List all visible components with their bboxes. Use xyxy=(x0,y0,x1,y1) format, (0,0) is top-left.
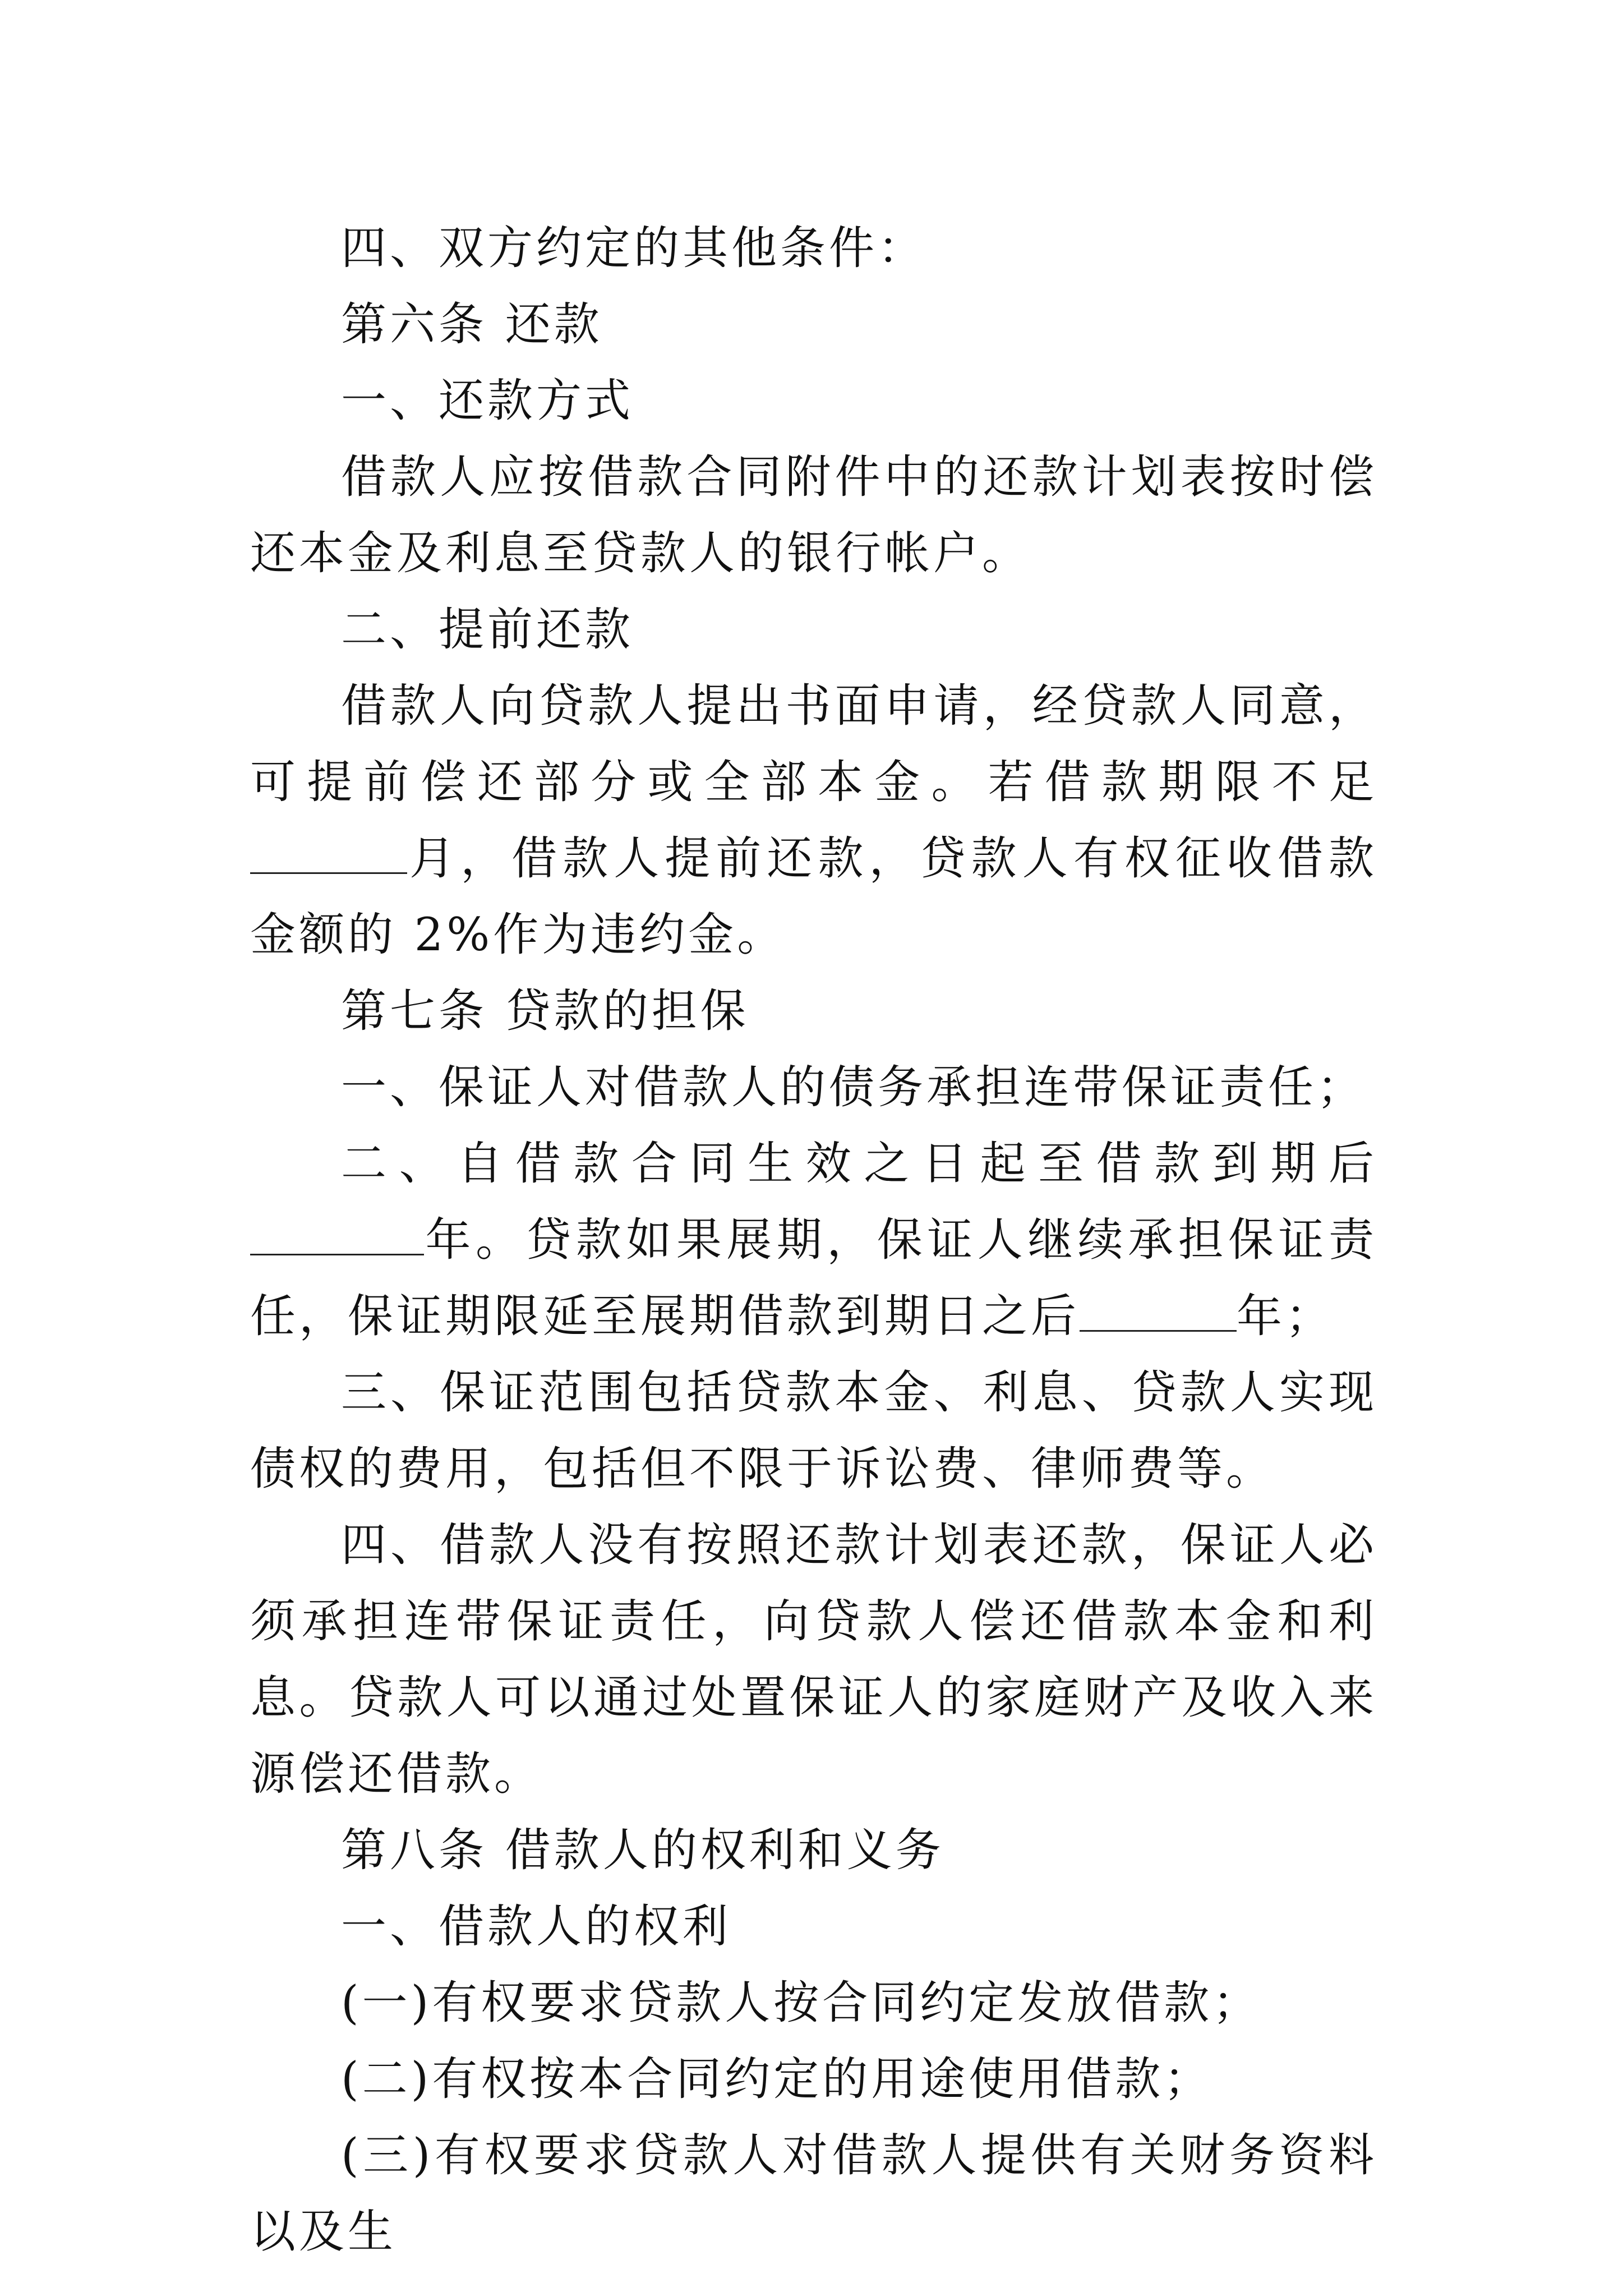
paragraph-text: (一)有权要求贷款人按合同约定发放借款； xyxy=(341,1977,1262,2030)
paragraph-guarantee-period xyxy=(250,1126,1377,1355)
paragraph-text: 第六条 还款 xyxy=(341,298,603,351)
paragraph-text: 借款人应按借款合同附件中的还款计划表按时偿还本金及利息至贷款人的银行帐户。 xyxy=(250,451,1377,580)
list-item-right-2 xyxy=(250,2041,1377,2118)
paragraph-text: 三、保证范围包括贷款本金、利息、贷款人实现债权的费用，包括但不限于诉讼费、律师费等。 xyxy=(250,1366,1377,1496)
article-heading-7 xyxy=(250,973,1377,1050)
fill-in-blank-months[interactable] xyxy=(250,833,407,874)
paragraph-text: 一、还款方式 xyxy=(341,375,634,427)
paragraph-early-repayment xyxy=(250,668,1377,973)
paragraph-text: 借款人向贷款人提出书面申请，经贷款人同意，可提前偿还部分或全部本金。若借款期限不足 xyxy=(250,680,1377,809)
paragraph-text: 一、保证人对借款人的债务承担连带保证责任； xyxy=(341,1061,1366,1114)
paragraph-text: 二、提前还款 xyxy=(341,604,634,656)
paragraph-guarantee-liability xyxy=(250,1050,1377,1126)
clause-heading-other-conditions xyxy=(250,210,1377,287)
paragraph-guarantee-scope xyxy=(250,1355,1377,1507)
article-heading-8 xyxy=(250,1812,1377,1889)
list-item-right-3 xyxy=(250,2118,1377,2270)
paragraph-text: 第八条 借款人的权利和义务 xyxy=(341,1824,944,1877)
paragraph-text: 年。贷款如果展期，保证人继续承担保证责任，保证期限延至展期借款到期日之后 xyxy=(250,1214,1377,1343)
paragraph-text: 四、双方约定的其他条件： xyxy=(341,222,927,275)
paragraph-text: 月，借款人提前还款，贷款人有权征收借款金额的 2%作为违约金。 xyxy=(250,832,1377,961)
section-heading-early-repayment xyxy=(250,592,1377,668)
document-body xyxy=(250,210,1377,2270)
paragraph-text: 二、自借款合同生效之日起至借款到期后 xyxy=(341,1138,1377,1190)
section-heading-repayment-method xyxy=(250,363,1377,439)
section-heading-borrower-rights xyxy=(250,1889,1377,1965)
paragraph-text: (三)有权要求贷款人对借款人提供有关财务资料以及生 xyxy=(250,2129,1377,2258)
fill-in-blank-extension-years[interactable] xyxy=(1080,1291,1237,1332)
paragraph-text: 一、借款人的权利 xyxy=(341,1901,732,1953)
paragraph-text: (二)有权按本合同约定的用途使用借款； xyxy=(341,2053,1213,2106)
list-item-right-1 xyxy=(250,1965,1377,2041)
paragraph-repayment-method xyxy=(250,439,1377,592)
paragraph-guarantor-obligation xyxy=(250,1507,1377,1812)
paragraph-text: 第七条 贷款的担保 xyxy=(341,985,749,1038)
paragraph-text: 四、借款人没有按照还款计划表还款，保证人必须承担连带保证责任，向贷款人偿还借款本金和利息。贷款人可以通过处置保证人的家庭财产及收入来源偿还借款。 xyxy=(250,1519,1377,1801)
article-heading-6 xyxy=(250,287,1377,363)
paragraph-text: 年； xyxy=(1237,1290,1335,1343)
fill-in-blank-years[interactable] xyxy=(250,1214,424,1255)
